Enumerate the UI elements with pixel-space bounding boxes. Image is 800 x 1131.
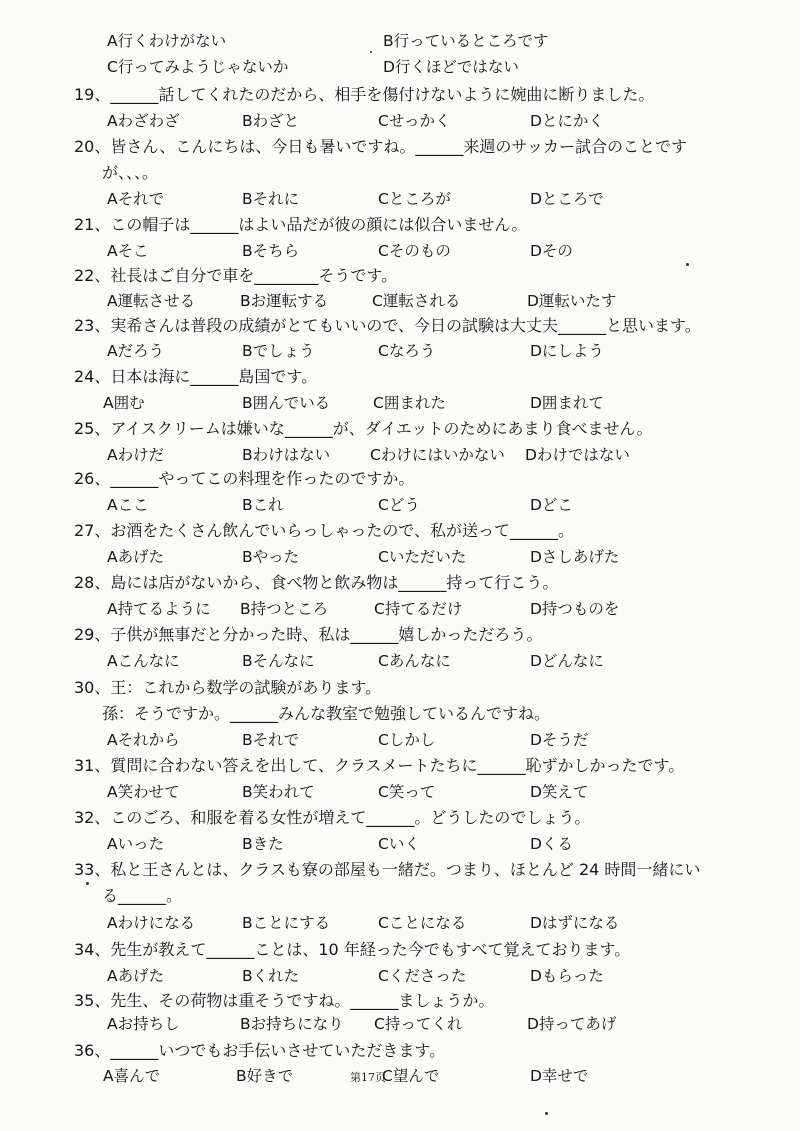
option-d: Dくる — [530, 835, 573, 853]
option-d: D運転いたす — [527, 292, 617, 310]
question-22: 22、社長はご自分で車を________そうです。 — [74, 266, 398, 285]
option-c: Cいただいた — [378, 548, 467, 566]
option-c: Cせっかく — [378, 112, 451, 130]
options-row — [0, 727, 800, 753]
option-a: Aこんなに — [107, 652, 180, 670]
option-d: Dさしあげた — [530, 548, 620, 566]
question-33-continued: る______。 — [102, 886, 183, 905]
question-36: 36、______いつでもお手伝いさせていただきます。 — [74, 1041, 446, 1060]
option-c: Cところが — [378, 190, 451, 208]
options-row — [0, 831, 800, 857]
page-number: 第17页 — [350, 1071, 386, 1084]
options-row — [0, 442, 800, 468]
question-25: 25、アイスクリームは嫌いな______が、ダイエットのためにあまり食べません。 — [74, 419, 653, 438]
question-27: 27、お酒をたくさん飲んでいらっしゃったので、私が送って______。 — [74, 521, 575, 540]
scan-speck — [686, 263, 689, 266]
option-c: C囲まれた — [373, 394, 446, 412]
option-a: Aここ — [107, 496, 149, 514]
options-row — [0, 779, 800, 805]
option-b: Bお持ちになり — [240, 1015, 344, 1033]
question-30: 30、王：これから数学の試験があります。 — [74, 678, 382, 697]
option-a: A運転させる — [107, 292, 196, 310]
options-row — [0, 963, 800, 989]
option-b: Bやった — [242, 548, 300, 566]
question-24: 24、日本は海に______島国です。 — [74, 367, 318, 386]
question-29: 29、子供が無事だと分かった時、私は______嬉しかっただろう。 — [74, 625, 543, 644]
question-30-dialogue: 孫：そうですか。______みんな教室で勉強しているんですね。 — [102, 704, 551, 723]
option-d: Dどんなに — [530, 652, 604, 670]
option-b: B好きで — [236, 1067, 294, 1085]
option-b: Bそれに — [242, 190, 300, 208]
option-c: Cあんなに — [378, 652, 451, 670]
option-c: Cくださった — [378, 967, 467, 985]
option-d: D持つものを — [530, 600, 620, 618]
option-d: D持ってあげ — [527, 1015, 617, 1033]
option-b: Bでしょう — [242, 342, 315, 360]
options-row — [0, 1011, 800, 1037]
options-row — [0, 54, 800, 80]
option-b: Bことにする — [242, 914, 331, 932]
question-33: 33、私と王さんとは、クラスも寮の部屋も一緒だ。つまり、ほとんど 24 時間一緒にい — [74, 860, 701, 879]
option-c: C持ってくれ — [374, 1015, 463, 1033]
option-a: Aそれから — [107, 731, 180, 749]
option-a: A持てるように — [107, 600, 211, 618]
option-d: Dところで — [530, 190, 604, 208]
options-row — [0, 390, 800, 416]
option-c: C運転される — [372, 292, 461, 310]
option-a: Aだろう — [107, 342, 165, 360]
option-b: Bわざと — [242, 112, 300, 130]
option-b: Bそんなに — [242, 652, 315, 670]
option-d: Dわけではない — [525, 446, 630, 464]
question-19: 19、______話してくれたのだから、相手を傷付けないように婉曲に断りました。 — [74, 85, 655, 104]
options-row — [0, 238, 800, 264]
option-c: Cしかし — [378, 731, 436, 749]
option-a: Aあげた — [107, 548, 165, 566]
option-d: D囲まれて — [530, 394, 604, 412]
option-d: Dはずになる — [530, 914, 620, 932]
option-b: Bこれ — [242, 496, 284, 514]
options-row — [0, 108, 800, 134]
question-23: 23、実希さんは普段の成績がとてもいいので、今日の試験は大丈夫______と思います。 — [74, 316, 701, 335]
question-35: 35、先生、その荷物は重そうですね。______ましょうか。 — [74, 991, 495, 1010]
option-c: Cどう — [378, 496, 420, 514]
question-20-continued: が、、、。 — [102, 163, 159, 182]
option-b: B行っているところです — [383, 32, 549, 50]
option-c: C行ってみようじゃないか — [107, 58, 289, 76]
option-a: Aそこ — [107, 242, 149, 260]
question-21: 21、この帽子は______はよい品だが彼の顔には似合いません。 — [74, 215, 528, 234]
options-row — [0, 648, 800, 674]
scan-speck — [370, 51, 372, 53]
option-a: Aそれで — [107, 190, 165, 208]
option-b: Bお運転する — [240, 292, 329, 310]
option-d: Dにしよう — [530, 342, 604, 360]
option-d: Dどこ — [530, 496, 573, 514]
option-c: Cわけにはいかない — [370, 446, 505, 464]
scan-speck — [545, 1112, 548, 1115]
option-d: Dその — [530, 242, 573, 260]
question-31: 31、質問に合わない答えを出して、クラスメートたちに______恥ずかしかったです。 — [74, 756, 685, 775]
options-row — [0, 338, 800, 364]
option-b: B持つところ — [240, 600, 329, 618]
options-row — [0, 544, 800, 570]
options-row — [0, 28, 800, 54]
option-c: C笑って — [378, 783, 436, 801]
options-row — [0, 910, 800, 936]
option-b: Bきた — [242, 835, 284, 853]
option-c: Cことになる — [378, 914, 467, 932]
option-b: Bそれで — [242, 731, 300, 749]
option-a: A喜んで — [103, 1067, 161, 1085]
option-b: Bくれた — [242, 967, 300, 985]
option-a: Aわざわざ — [107, 112, 180, 130]
options-row — [0, 1063, 800, 1089]
question-28: 28、島には店がないから、食べ物と飲み物は______持って行こう。 — [74, 573, 559, 592]
option-d: Dとにかく — [530, 112, 604, 130]
option-b: B笑われて — [242, 783, 315, 801]
question-32: 32、このごろ、和服を着る女性が増えて______。どうしたのでしょう。 — [74, 808, 591, 827]
options-row — [0, 186, 800, 212]
option-a: Aわけになる — [107, 914, 196, 932]
option-a: A囲む — [103, 394, 145, 412]
option-c: Cそのもの — [378, 242, 451, 260]
option-d: Dそうだ — [530, 731, 589, 749]
option-c: C持てるだけ — [374, 600, 463, 618]
option-d: D行くほどではない — [383, 58, 519, 76]
options-row — [0, 492, 800, 518]
options-row — [0, 288, 800, 314]
option-c: Cなろう — [378, 342, 436, 360]
option-a: Aいった — [107, 835, 165, 853]
option-b: Bわけはない — [242, 446, 331, 464]
option-a: Aお持ちし — [107, 1015, 180, 1033]
question-20: 20、皆さん、こんにちは、今日も暑いですね。______来週のサッカー試合のことです — [74, 137, 688, 156]
option-b: Bそちら — [242, 242, 300, 260]
question-34: 34、先生が教えて______ことは、10 年経った今でもすべて覚えております。 — [74, 940, 631, 959]
option-d: D幸せで — [530, 1067, 589, 1085]
option-d: Dもらった — [530, 967, 604, 985]
option-d: D笑えて — [530, 783, 589, 801]
option-c: Cいく — [378, 835, 420, 853]
option-c: C望んで — [382, 1067, 440, 1085]
option-a: A笑わせて — [107, 783, 180, 801]
option-a: Aあげた — [107, 967, 165, 985]
option-b: B囲んでいる — [242, 394, 331, 412]
option-a: Aわけだ — [107, 446, 165, 464]
options-row — [0, 596, 800, 622]
scan-speck — [86, 882, 89, 885]
question-26: 26、______やってこの料理を作ったのですか。 — [74, 469, 415, 488]
option-a: A行くわけがない — [107, 32, 227, 50]
